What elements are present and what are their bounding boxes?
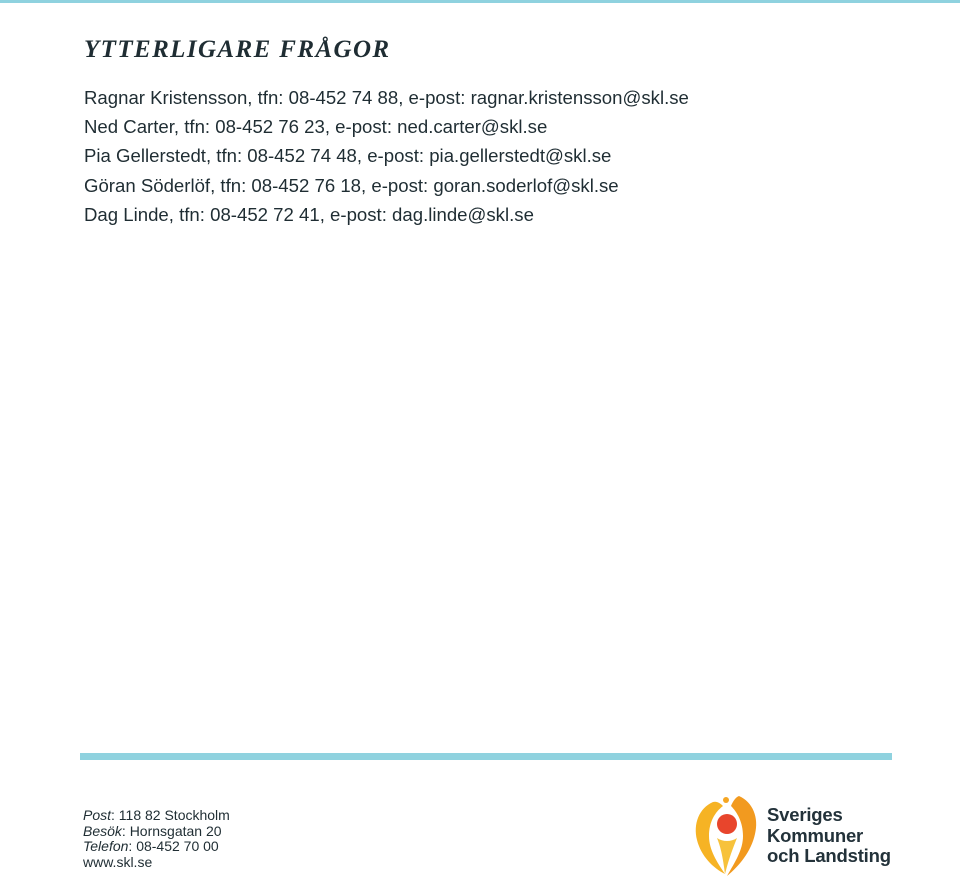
section-heading: YTTERLIGARE FRÅGOR [84,36,391,63]
logo-line-2: Kommuner [767,824,864,846]
logo-line-3: och Landsting [767,845,891,866]
contact-item: Pia Gellerstedt, tfn: 08-452 74 48, e-post: pia.gellerstedt@skl.se [84,145,612,167]
visit-label: Besök [83,822,122,839]
contact-item: Ned Carter, tfn: 08-452 76 23, e-post: ned.carter@skl.se [84,116,548,138]
logo-line-1: Sveriges [767,804,843,825]
contact-item: Ragnar Kristensson, tfn: 08-452 74 88, e-post: ragnar.kristensson@skl.se [84,87,689,108]
contact-list [84,83,689,229]
phone-value: : 08-452 70 00 [128,838,219,854]
skl-logo-icon [693,794,759,878]
footer-address [83,808,230,870]
visit-value: : Hornsgatan 20 [121,822,222,839]
website-link[interactable]: www.skl.se [83,853,153,870]
phone-label: Telefon [83,838,129,854]
footer-accent-rule [80,753,892,760]
skl-logo-wordmark [767,805,891,867]
visit-address [83,824,230,840]
contact-item: Göran Söderlöf, tfn: 08-452 76 18, e-post: goran.soderlof@skl.se [84,174,619,196]
post-value: : 118 82 Stockholm [111,807,230,823]
skl-logo [693,794,893,878]
post-label: Post [83,807,112,823]
post-address [83,808,230,824]
phone-number [83,839,230,855]
top-accent-rule [0,0,960,3]
contact-item: Dag Linde, tfn: 08-452 72 41, e-post: dag.linde@skl.se [84,203,534,225]
